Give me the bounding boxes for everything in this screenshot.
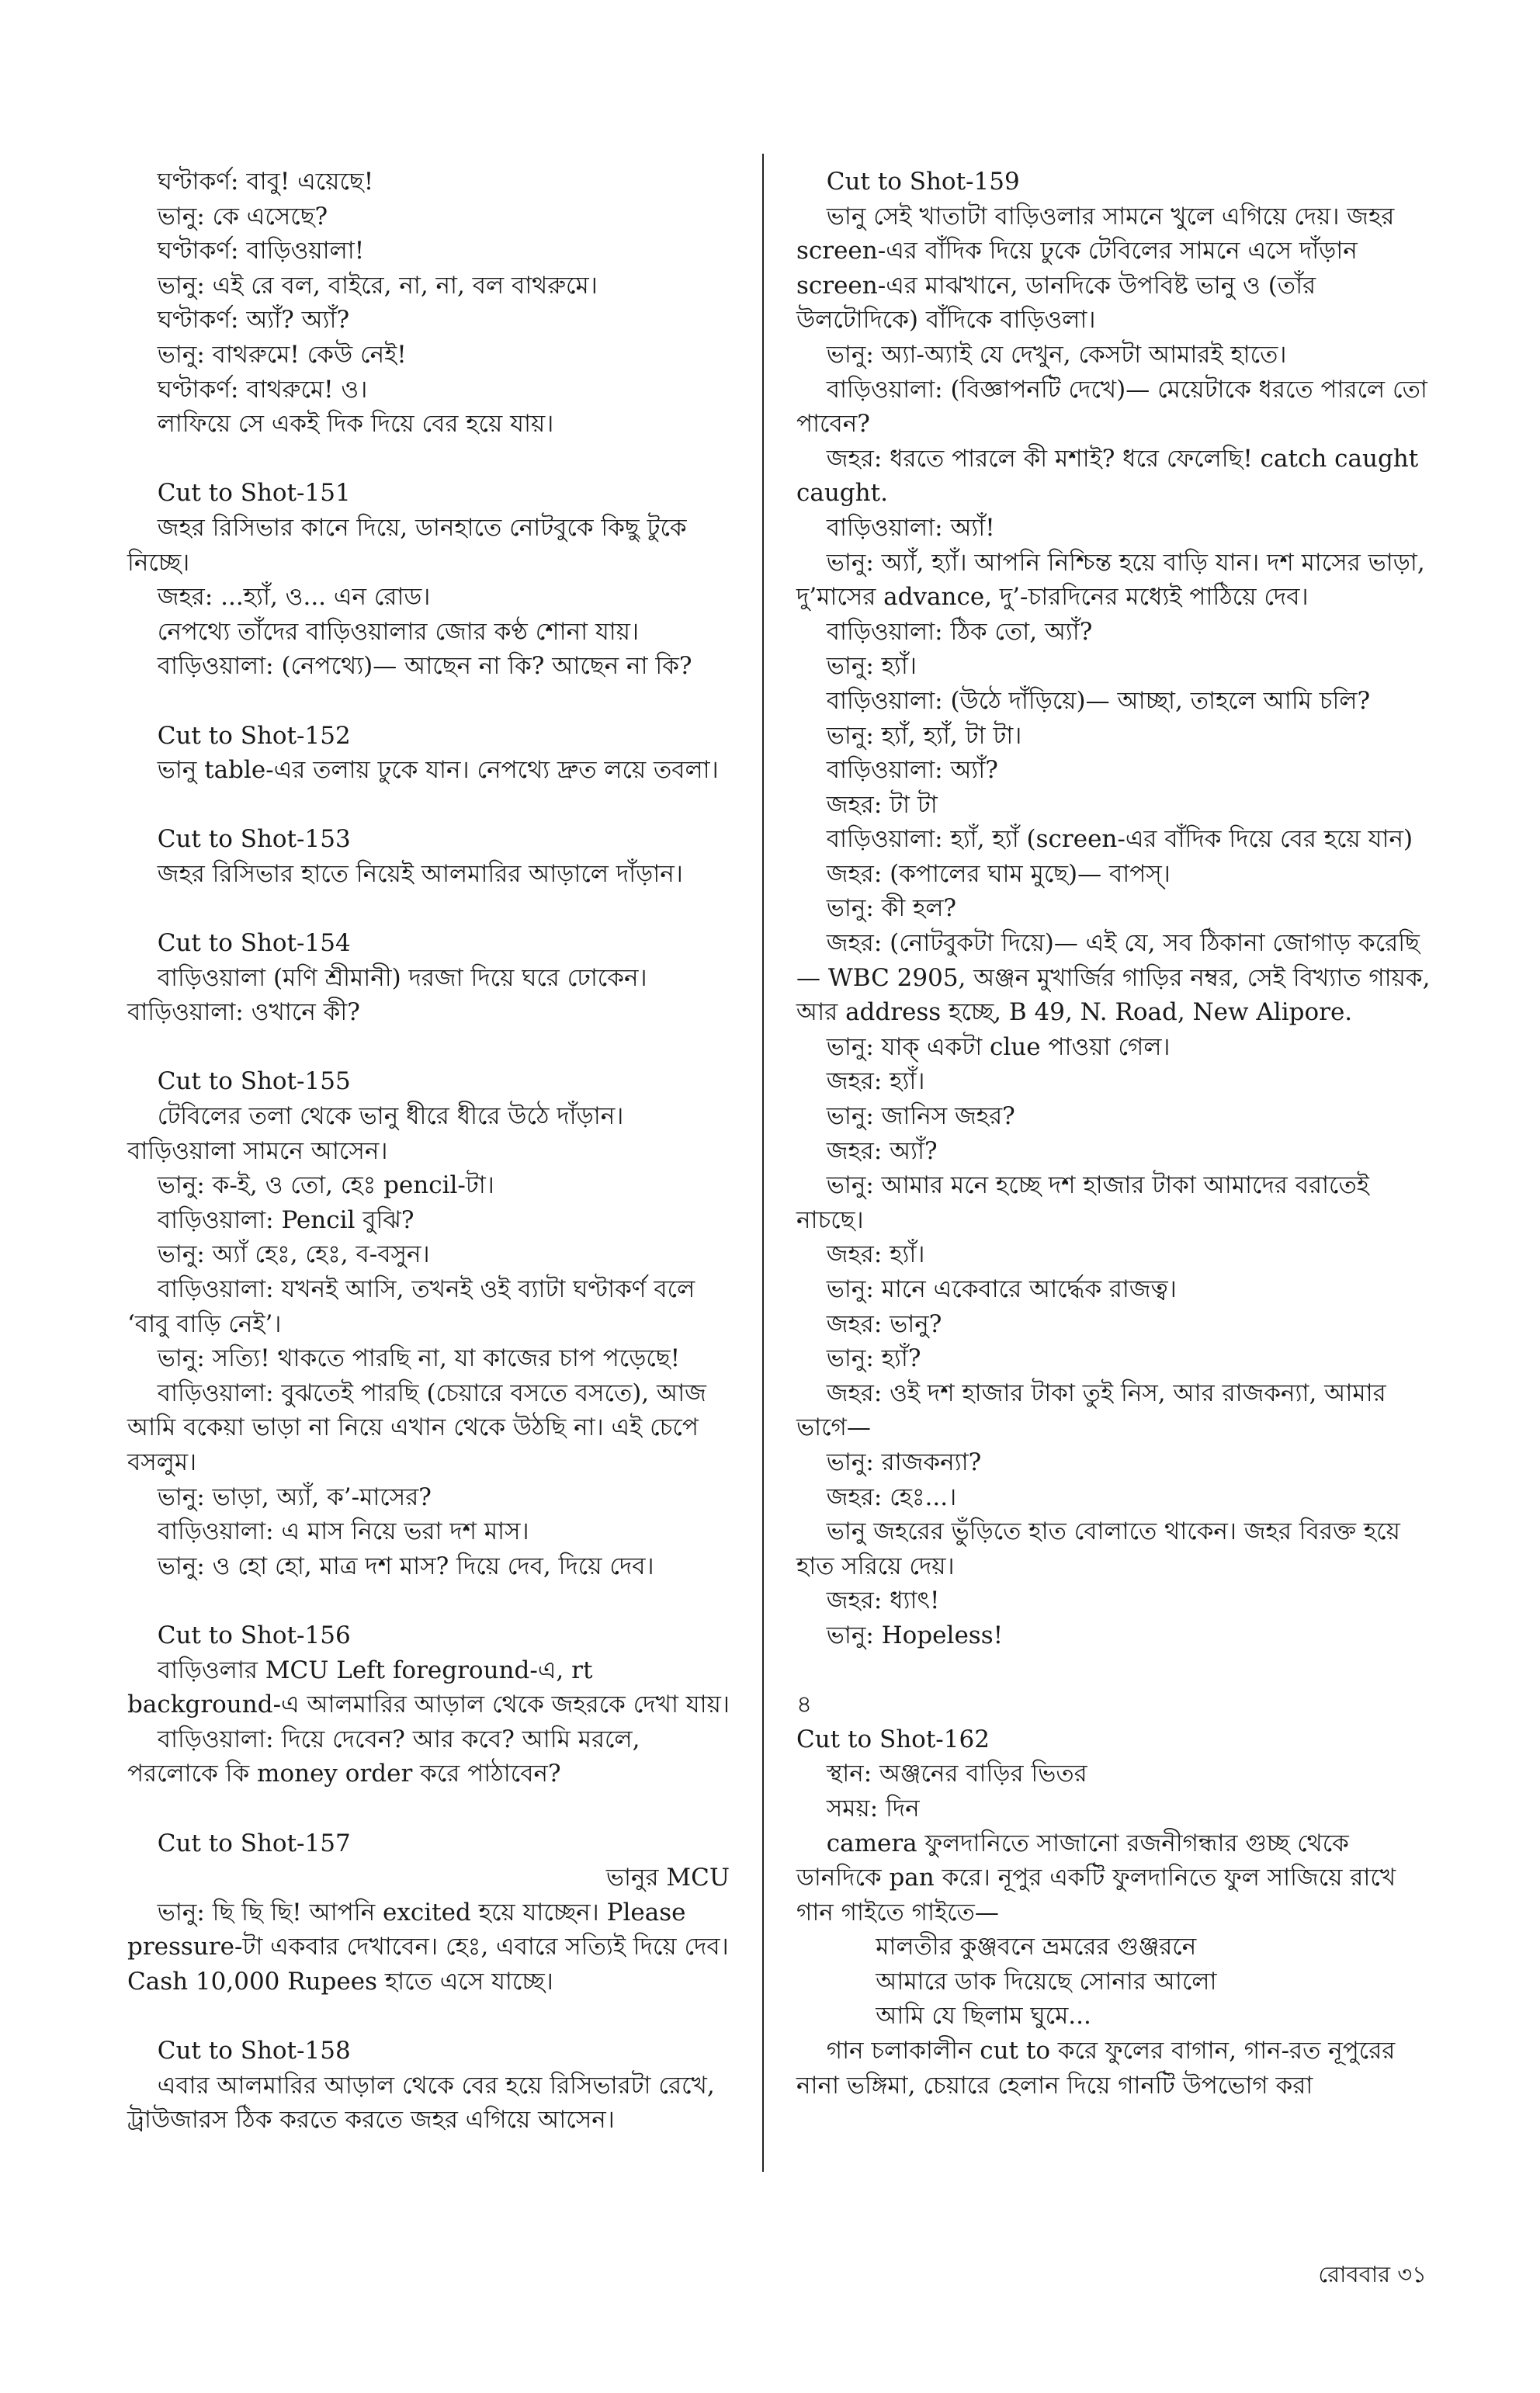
- script-paragraph: ভানু: ভাড়া, অ্যাঁ, ক’-মাসের?: [157, 1483, 432, 1511]
- script-paragraph: camera ফুলদানিতে সাজানো রজনীগন্ধার গুচ্ছ থেকে ডানদিকে pan করে। নূপুর একটি ফুলদানিতে ফুল সাজিয়ে রাখে গান গাইতে গাইতে—: [796, 1829, 1404, 1927]
- script-paragraph: জহর: ভানু?: [826, 1309, 942, 1338]
- script-paragraph: Cut to Shot-153: [157, 825, 351, 854]
- paragraph-gap: [127, 1791, 730, 1826]
- script-paragraph: বাড়িওয়ালা (মণি শ্রীমানী) দরজা দিয়ে ঘরে ঢোকেন। বাড়িওয়ালা: ওখানে কী?: [127, 963, 655, 1027]
- script-paragraph: জহর: অ্যাঁ?: [826, 1136, 938, 1165]
- script-paragraph: ভানু table-এর তলায় ঢুকে যান। নেপথ্যে দ্রুত লয়ে তবলা।: [157, 756, 719, 785]
- script-paragraph: ভানু: এই রে বল, বাইরে, না, না, বল বাথরুমে।: [157, 271, 598, 300]
- script-paragraph: জহর রিসিভার কানে দিয়ে, ডানহাতে নোটবুকে কিছু টুকে নিচ্ছে।: [127, 513, 695, 577]
- script-paragraph: ভানু: আমার মনে হচ্ছে দশ হাজার টাকা আমাদের বরাতেই নাচছে।: [796, 1171, 1377, 1234]
- paragraph-gap: [127, 788, 730, 823]
- script-paragraph: ভানু সেই খাতাটা বাড়িওলার সামনে খুলে এগিয়ে দেয়। জহর screen-এর বাঁদিক দিয়ে ঢুকে টেবিলের সামনে এসে দাঁড়ান screen-এর মাঝখানে, ডানদিকে উপবিষ্ট ভানু ও (তাঁর উলটোদিকে) বাঁদিকে বাড়িওলা।: [796, 202, 1403, 335]
- right-column: [796, 165, 1438, 2103]
- script-paragraph: বাড়িওয়ালা: হ্যাঁ, হ্যাঁ (screen-এর বাঁদিক দিয়ে বের হয়ে যান): [826, 825, 1413, 854]
- script-paragraph: ঘণ্টাকর্ণ: বাড়িওয়ালা!: [157, 237, 365, 265]
- script-paragraph: সময়: দিন: [826, 1794, 920, 1822]
- paragraph-gap: [127, 891, 730, 926]
- script-paragraph: স্থান: অঞ্জনের বাড়ির ভিতর: [826, 1760, 1087, 1788]
- script-paragraph: এবার আলমারির আড়াল থেকে বের হয়ে রিসিভারটা রেখে, ট্রাউজারস ঠিক করতে করতে জহর এগিয়ে আসেন।: [127, 2071, 723, 2135]
- script-paragraph: বাড়িওয়ালা: অ্যাঁ!: [826, 513, 995, 542]
- script-paragraph: Cut to Shot-159: [826, 168, 1020, 196]
- script-paragraph: ভানু: কে এসেছে?: [157, 202, 328, 231]
- paragraph-gap: [796, 1653, 1434, 1688]
- script-paragraph: ভানু: সত্যি! থাকতে পারছি না, যা কাজের চাপ পড়েছে!: [157, 1344, 681, 1373]
- script-paragraph: জহর: ধ্যাৎ!: [826, 1587, 940, 1615]
- script-paragraph: বাড়িওয়ালা: ঠিক তো, অ্যাঁ?: [826, 617, 1093, 646]
- script-paragraph: ভানু: রাজকন্যা?: [826, 1448, 982, 1476]
- script-paragraph: ভানুর MCU: [605, 1864, 730, 1892]
- script-paragraph: ভানু: যাক্ একটা clue পাওয়া গেল।: [826, 1032, 1171, 1061]
- script-paragraph: বাড়িওয়ালা: (উঠে দাঁড়িয়ে)— আচ্ছা, তাহলে আমি চলি?: [826, 686, 1371, 715]
- script-paragraph: জহর: (নোটবুকটা দিয়ে)— এই যে, সব ঠিকানা জোগাড় করেছি— WBC 2905, অঞ্জন মুখার্জির গাড়ির নম্বর, সেই বিখ্যাত গায়ক, আর address হচ্ছে, B 49, N. Road, New Alipore.: [796, 929, 1438, 1027]
- script-paragraph: বাড়িওলার MCU Left foreground-এ, rt background-এ আলমারির আড়াল থেকে জহরকে দেখা যায়।: [127, 1656, 730, 1719]
- paragraph-gap: [127, 1030, 730, 1065]
- script-paragraph: জহর: টা টা: [826, 790, 938, 819]
- script-paragraph: জহর: হ্যাঁ।: [826, 1067, 925, 1096]
- script-paragraph: ভানু: কী হল?: [826, 894, 957, 923]
- column-divider: [762, 154, 764, 2172]
- script-paragraph: বাড়িওয়ালা: এ মাস নিয়ে ভরা দশ মাস।: [157, 1517, 529, 1546]
- script-paragraph: ভানু: হ্যাঁ।: [826, 652, 917, 681]
- paragraph-gap: [127, 1999, 730, 2034]
- script-paragraph: ভানু: হ্যাঁ, হ্যাঁ, টা টা।: [826, 721, 1022, 750]
- script-paragraph: ঘণ্টাকর্ণ: বাথরুমে! ও।: [157, 375, 368, 404]
- script-paragraph: গান চলাকালীন cut to করে ফুলের বাগান, গান-রত নূপুরের নানা ভঙ্গিমা, চেয়ারে হেলান দিয়ে গানটি উপভোগ করা: [796, 2037, 1403, 2100]
- script-paragraph: ভানু: Hopeless!: [826, 1621, 1004, 1649]
- script-paragraph: Cut to Shot-152: [157, 721, 351, 750]
- script-paragraph: বাড়িওয়ালা: দিয়ে দেবেন? আর কবে? আমি মরলে, পরলোকে কি money order করে পাঠাবেন?: [127, 1725, 648, 1788]
- script-paragraph: ঘণ্টাকর্ণ: বাবু! এয়েছে!: [157, 168, 374, 196]
- script-paragraph: নেপথ্যে তাঁদের বাড়িওয়ালার জোর কণ্ঠ শোনা যায়।: [157, 617, 640, 646]
- song-line: মালতীর কুঞ্জবনে ভ্রমরের গুঞ্জরনে: [876, 1933, 1197, 1961]
- paragraph-gap: [127, 684, 730, 719]
- script-paragraph: ভানু: ছি ছি ছি! আপনি excited হয়ে যাচ্ছেন। Please pressure-টা একবার দেখাবেন। হেঃ, এবারে সত্যিই দিয়ে দেব। Cash 10,000 Rupees হাতে এসে যাচ্ছে।: [127, 1898, 737, 1996]
- script-paragraph: Cut to Shot-156: [157, 1621, 351, 1649]
- script-paragraph: Cut to Shot-154: [157, 929, 351, 958]
- script-paragraph: ভানু: ও হো হো, মাত্র দশ মাস? দিয়ে দেব, দিয়ে দেব।: [157, 1552, 654, 1580]
- paragraph-gap: [127, 1583, 730, 1618]
- script-paragraph: ভানু: মানে একেবারে আর্দ্ধেক রাজত্ব।: [826, 1275, 1177, 1303]
- script-paragraph: ভানু: অ্যাঁ হেঃ, হেঃ, ব-বসুন।: [157, 1240, 430, 1269]
- song-line: আমারে ডাক দিয়েছে সোনার আলো: [876, 1967, 1217, 1996]
- script-paragraph: ভানু: বাথরুমে! কেউ নেই!: [157, 340, 407, 369]
- script-paragraph: বাড়িওয়ালা: অ্যাঁ?: [826, 756, 998, 785]
- script-paragraph: ৪: [796, 1691, 813, 1719]
- script-paragraph: ভানু: ক-ই, ও তো, হেঃ pencil-টা।: [157, 1171, 494, 1200]
- script-paragraph: ভানু: হ্যাঁ?: [826, 1344, 921, 1373]
- script-paragraph: Cut to Shot-151: [157, 479, 351, 508]
- script-paragraph: ভানু জহরের ভুঁড়িতে হাত বোলাতে থাকেন। জহর বিরক্ত হয়ে হাত সরিয়ে দেয়।: [796, 1517, 1408, 1580]
- script-paragraph: জহর: ওই দশ হাজার টাকা তুই নিস, আর রাজকন্যা, আমার ভাগে—: [796, 1379, 1394, 1442]
- script-paragraph: Cut to Shot-155: [157, 1067, 351, 1096]
- script-paragraph: বাড়িওয়ালা: বুঝতেই পারছি (চেয়ারে বসতে বসতে), আজ আমি বকেয়া ভাড়া না নিয়ে এখান থেকে উঠছি না। এই চেপে বসলুম।: [127, 1379, 714, 1476]
- script-paragraph: জহর: হ্যাঁ।: [826, 1240, 925, 1269]
- page-footer: রোববার ৩১: [1318, 2261, 1427, 2287]
- script-paragraph: বাড়িওয়ালা: (বিজ্ঞাপনটি দেখে)— মেয়েটাকে ধরতে পারলে তো পাবেন?: [796, 375, 1435, 439]
- script-paragraph: জহর রিসিভার হাতে নিয়েই আলমারির আড়ালে দাঁড়ান।: [157, 859, 683, 888]
- script-paragraph: ভানু: জানিস জহর?: [826, 1102, 1015, 1131]
- script-paragraph: টেবিলের তলা থেকে ভানু ধীরে ধীরে উঠে দাঁড়ান। বাড়িওয়ালা সামনে আসেন।: [127, 1102, 632, 1165]
- script-paragraph: বাড়িওয়ালা: (নেপথ্যে)— আছেন না কি? আছেন না কি?: [157, 652, 692, 681]
- script-paragraph: জহর: (কপালের ঘাম মুছে)— বাপস্।: [826, 859, 1171, 888]
- script-paragraph: Cut to Shot-158: [157, 2037, 351, 2065]
- script-paragraph: জহর: ...হ্যাঁ, ও... এন রোড।: [157, 583, 431, 612]
- script-paragraph: Cut to Shot-162: [796, 1725, 990, 1753]
- paragraph-gap: [127, 442, 730, 477]
- script-paragraph: ভানু: অ্যা-অ্যাই যে দেখুন, কেসটা আমারই হাতে।: [826, 340, 1287, 369]
- script-paragraph: ভানু: অ্যাঁ, হ্যাঁ। আপনি নিশ্চিন্ত হয়ে বাড়ি যান। দশ মাসের ভাড়া, দু’মাসের advance, দু’-চারদিনের মধ্যেই পাঠিয়ে দেব।: [796, 548, 1433, 612]
- script-paragraph: ঘণ্টাকর্ণ: অ্যাঁ? অ্যাঁ?: [157, 306, 350, 335]
- script-paragraph: Cut to Shot-157: [157, 1829, 351, 1857]
- script-paragraph: লাফিয়ে সে একই দিক দিয়ে বের হয়ে যায়।: [157, 410, 554, 439]
- script-paragraph: বাড়িওয়ালা: Pencil বুঝি?: [157, 1205, 414, 1234]
- script-paragraph: জহর: ধরতে পারলে কী মশাই? ধরে ফেলেছি! catch caught caught.: [796, 444, 1427, 508]
- song-line: আমি যে ছিলাম ঘুমে...: [876, 2002, 1091, 2031]
- left-column: [127, 165, 737, 2138]
- script-paragraph: বাড়িওয়ালা: যখনই আসি, তখনই ওই ব্যাটা ঘণ্টাকর্ণ বলে ‘বাবু বাড়ি নেই’।: [127, 1275, 703, 1338]
- script-paragraph: জহর: হেঃ...।: [826, 1483, 957, 1511]
